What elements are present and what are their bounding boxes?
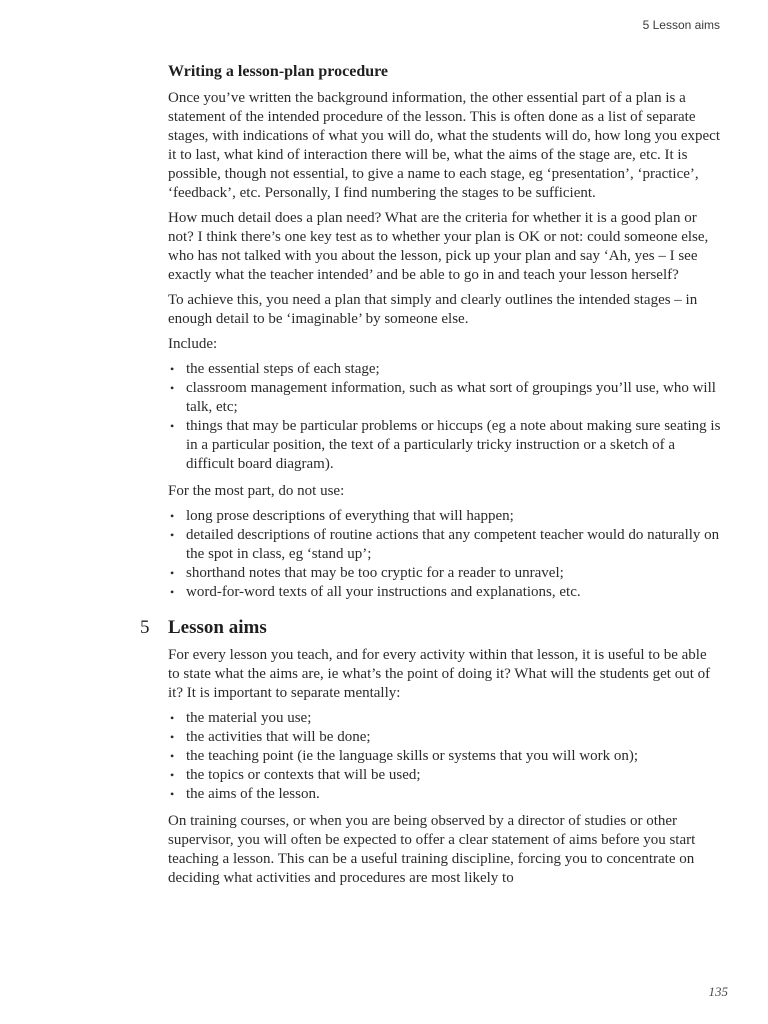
aims-item: • the topics or contexts that will be used; [168,766,721,785]
include-list [168,360,721,474]
aims-list [168,709,721,804]
exclude-item: • shorthand notes that may be too cryptic for a reader to unravel; [168,564,721,583]
exclude-intro: For the most part, do not use: [168,483,345,499]
procedure-paragraph: Once you’ve written the background information, the other essential part of a plan is a statement of the intended procedure of the lesson. This is often done as a list of separate stages, with indications of what you will do, what the students will do, how long you expect it to last, what kind of interaction there will be, what the aims of the stage are, etc. It is possible, though not essential, to give a name to each stage, eg ‘presentation’, ‘practice’, ‘feedback’, etc. Personally, I find numbering the stages to be sufficient. [168,90,721,201]
section-heading [140,616,721,640]
aims-item: • the activities that will be done; [168,728,721,747]
exclude-list [168,507,721,602]
exclude-item: • detailed descriptions of routine actions that any competent teacher would do naturally on the spot in class, eg ‘stand up’; [168,526,721,564]
procedure-paragraph: How much detail does a plan need? What are the criteria for whether it is a good plan or not? I think there’s one key test as to whether your plan is OK or not: could someone else, who has not talked with you about the lesson, pick up your plan and say ‘Ah, yes – I see exactly what the teacher intended’ and be able to go in and teach your lesson herself? [168,210,709,283]
aims-closing: On training courses, or when you are being observed by a director of studies or other supervisor, you will often be expected to offer a clear statement of aims before you start teaching a lesson. This can be a useful training discipline, forcing you to concentrate on deciding what activities and procedures are most likely to [168,813,696,886]
include-item: • classroom management information, such as what sort of groupings you’ll use, who will talk, etc; [168,379,721,417]
section-title: Lesson aims [168,617,267,638]
include-item: • things that may be particular problems or hiccups (eg a note about making sure seating is in a particular position, the text of a particularly tricky instruction or a sketch of a difficult board diagram). [168,417,721,474]
aims-item: • the teaching point (ie the language skills or systems that you will work on); [168,747,721,766]
page-body [140,62,721,894]
include-item: • the essential steps of each stage; [168,360,721,379]
aims-item: • the material you use; [168,709,721,728]
include-intro: Include: [168,336,218,352]
page-number: 135 [708,984,728,999]
procedure-paragraph: To achieve this, you need a plan that simply and clearly outlines the intended stages – in enough detail to be ‘imaginable’ by someone else. [168,292,698,327]
procedure-heading: Writing a lesson-plan procedure [168,63,389,80]
aims-item: • the aims of the lesson. [168,785,721,804]
exclude-item: • word-for-word texts of all your instructions and explanations, etc. [168,583,721,602]
aims-intro: For every lesson you teach, and for every activity within that lesson, it is useful to be able to state what the aims are, ie what’s the point of doing it? What will the students get out of it? It is important to separate mentally: [168,647,711,701]
section-number: 5 [140,617,150,638]
exclude-item: • long prose descriptions of everything that will happen; [168,507,721,526]
running-header: 5 Lesson aims [642,18,720,32]
